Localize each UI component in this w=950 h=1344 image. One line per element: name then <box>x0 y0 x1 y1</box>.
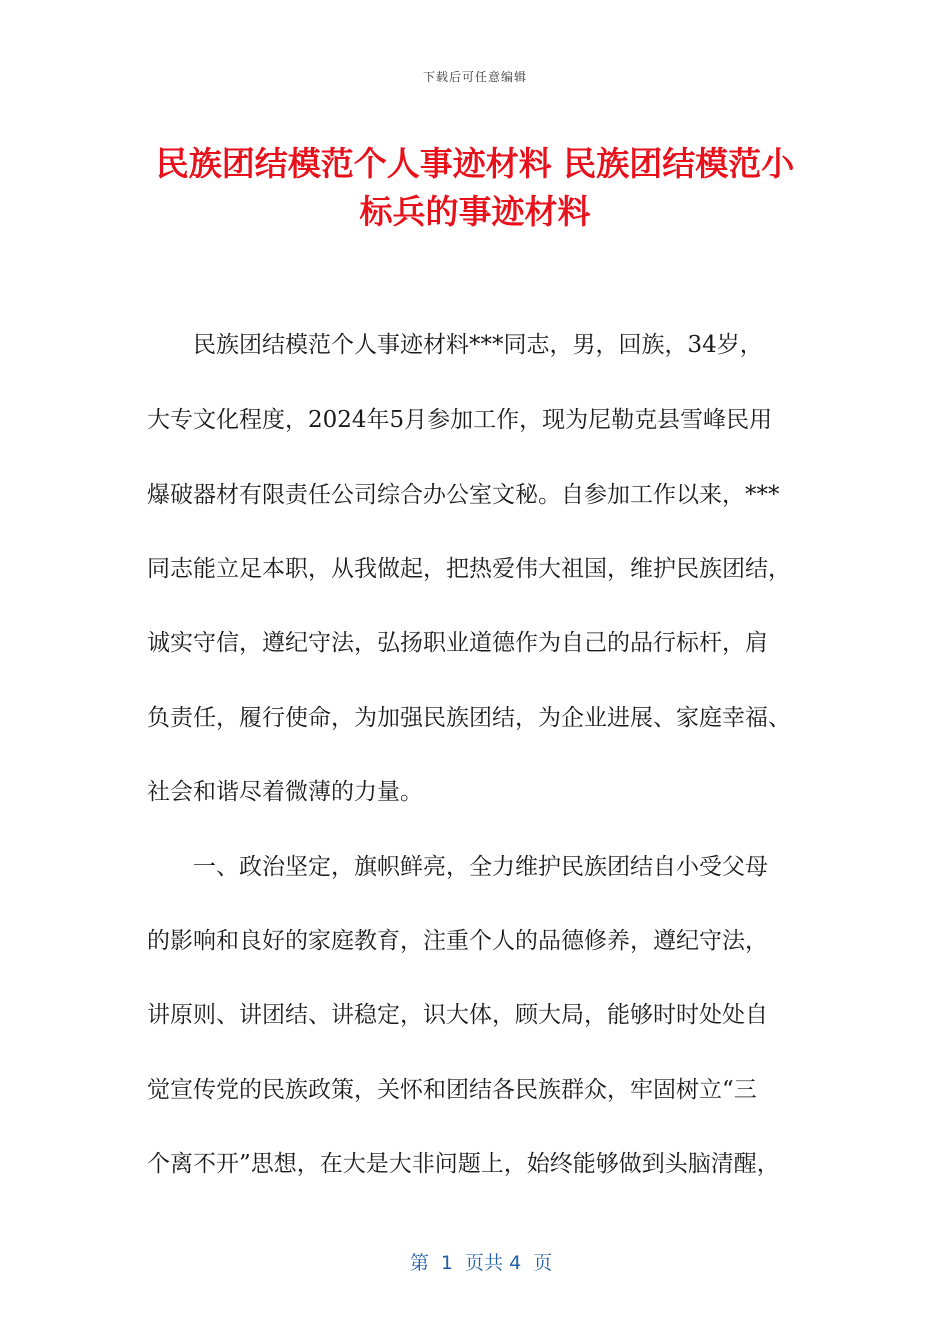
header-note: 下载后可任意编辑 <box>422 70 527 84</box>
title-line-1: 民族团结模范个人事迹材料 民族团结模范小 <box>155 144 795 183</box>
page-footer <box>0 1226 950 1275</box>
page-number-text: 第 1 页共 4 页 <box>409 1252 553 1274</box>
title-line-2: 标兵的事迹材料 <box>359 192 591 231</box>
document-title <box>120 140 830 236</box>
